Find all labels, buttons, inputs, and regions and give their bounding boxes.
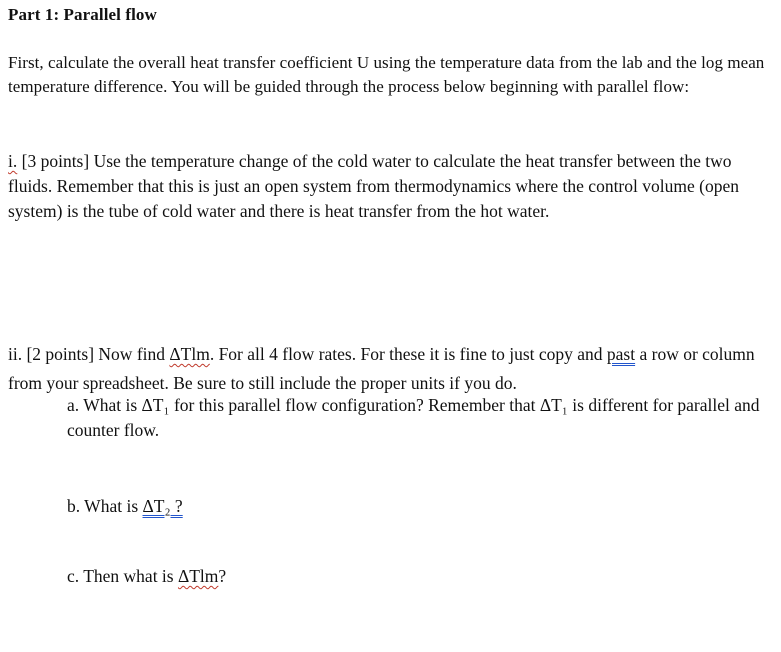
question-2-misspelled-word: past [606, 344, 636, 364]
question-2 [8, 340, 778, 398]
intro-paragraph: First, calculate the overall heat transfer coefficient U using the temperature data from the lab and the log mean temperature difference. You will be guided through the process below beginning with parallel flow: [8, 53, 765, 96]
question-2-text-mid: . For all 4 flow rates. For these it is fine to just copy and [209, 344, 607, 364]
subquestion-c-text-post: ? [218, 566, 227, 586]
question-1 [8, 149, 778, 224]
subquestion-b-text-pre: b. What is [67, 496, 143, 516]
question-2-term: ΔTlm [169, 344, 210, 364]
subquestion-b-term: ΔT₂ ? [142, 496, 183, 516]
subquestion-a-text: a. What is ΔT₁ for this parallel flow configuration? Remember that ΔT₁ is different for parallel and counter flow. [67, 395, 760, 440]
subquestion-c [67, 564, 767, 589]
subquestion-a [67, 393, 767, 443]
question-2-text-pre: ii. [2 points] Now find [8, 344, 170, 364]
subquestion-b [67, 494, 767, 519]
question-2-text-post: a row or column from your spreadsheet. Be sure to still include the proper units if you do. [8, 344, 755, 393]
section-heading: Part 1: Parallel flow [8, 5, 157, 24]
subquestion-c-term: ΔTlm [177, 566, 219, 586]
subquestion-c-text-pre: c. Then what is [67, 566, 178, 586]
question-1-text: [3 points] Use the temperature change of the cold water to calculate the heat transfer between the two fluids. Remember that this is just an open system from thermodynamics where the control volume (open system) is the tube of cold water and there is heat transfer from the hot water. [8, 151, 739, 221]
question-1-label: i. [8, 151, 18, 171]
